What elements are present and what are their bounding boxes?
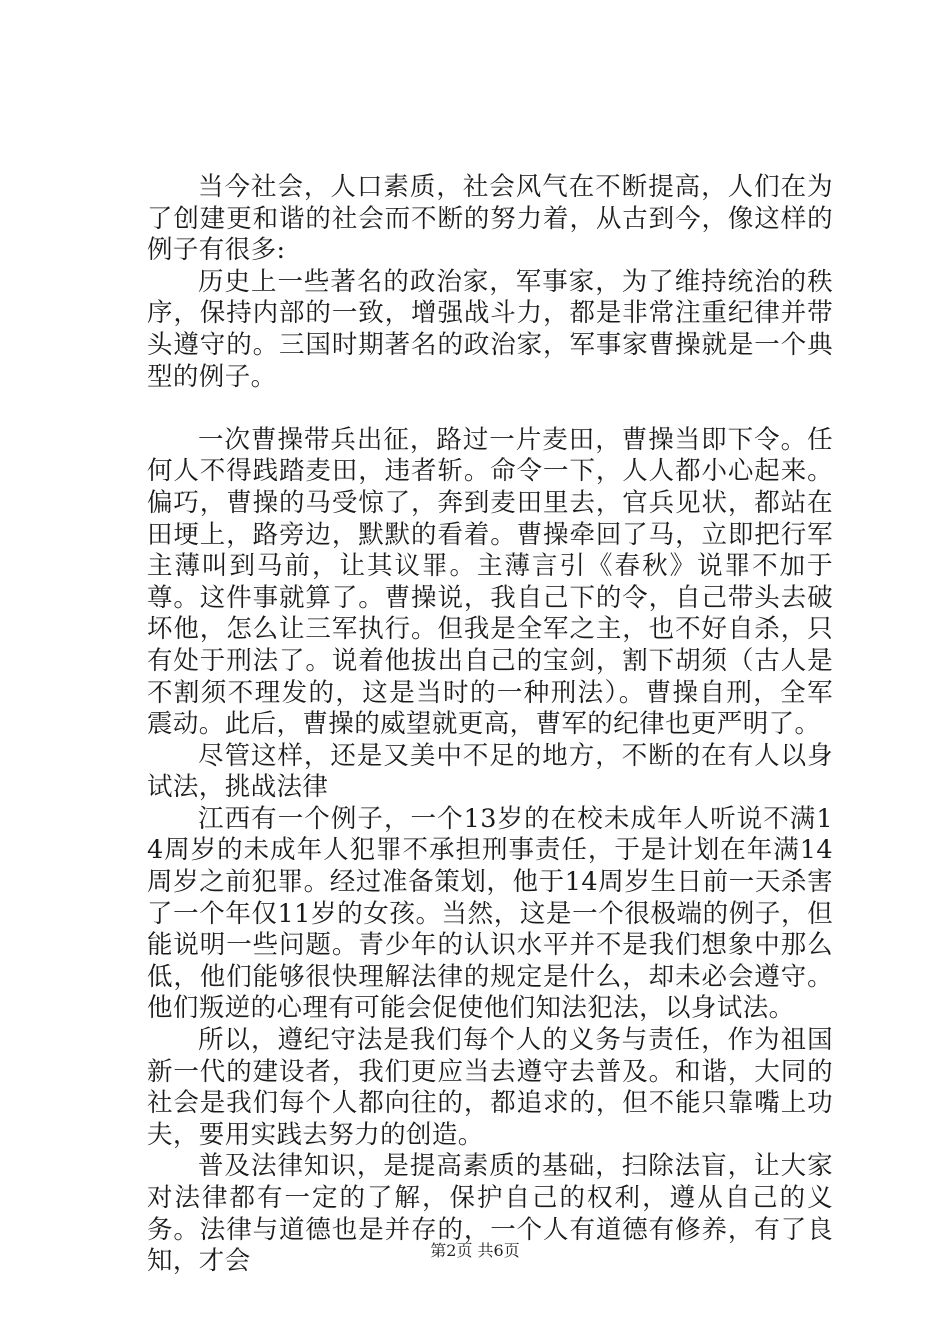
paragraph-conclusion: 所以，遵纪守法是我们每个人的义务与责任，作为祖国新一代的建设者，我们更应当去遵守去普及。和谐，大同的社会是我们每个人都向往的，都追求的，但不能只靠嘴上功夫，要用实践去努力的创造。: [147, 1025, 833, 1150]
paragraph-jiangxi-example: 江西有一个例子，一个13岁的在校未成年人听说不满14周岁的未成年人犯罪不承担刑事责任，于是计划在年满14周岁之前犯罪。经过准备策划，他于14周岁生日前一天杀害了一个年仅11岁的女孩。当然，这是一个很极端的例子，但能说明一些问题。青少年的认识水平并不是我们想象中那么低，他们能够很快理解法律的规定是什么，却未必会遵守。他们叛逆的心理有可能会促使他们知法犯法，以身试法。: [147, 803, 833, 1024]
paragraph-transition: 尽管这样，还是又美中不足的地方，不断的在有人以身试法，挑战法律: [147, 740, 833, 803]
paragraph-intro: 当今社会，人口素质，社会风气在不断提高，人们在为了创建更和谐的社会而不断的努力着，从古到今，像这样的例子有很多:: [147, 172, 833, 266]
paragraph-cao-cao-story: 一次曹操带兵出征，路过一片麦田，曹操当即下令。任何人不得践踏麦田，违者斩。命令一下，人人都小心起来。偏巧，曹操的马受惊了，奔到麦田里去，官兵见状，都站在田埂上，路旁边，默默的看着。曹操牵回了马，立即把行军主薄叫到马前，让其议罪。主薄言引《春秋》说罪不加于尊。这件事就算了。曹操说，我自己下的令，自己带头去破坏他，怎么让三军执行。但我是全军之主，也不好自杀，只有处于刑法了。说着他拔出自己的宝剑，割下胡须（古人是不割须不理发的，这是当时的一种刑法）。曹操自刑，全军震动。此后，曹操的威望就更高，曹军的纪律也更严明了。: [147, 424, 833, 740]
document-body: [147, 172, 833, 1278]
paragraph-gap: [147, 393, 833, 425]
paragraph-history: 历史上一些著名的政治家，军事家，为了维持统治的秩序，保持内部的一致，增强战斗力，都是非常注重纪律并带头遵守的。三国时期著名的政治家，军事家曹操就是一个典型的例子。: [147, 266, 833, 392]
paragraph-legal-knowledge: 普及法律知识，是提高素质的基础，扫除法盲，让大家对法律都有一定的了解，保护自己的权利，遵从自己的义务。法律与道德也是并存的，一个人有道德有修养，有了良知，才会: [147, 1151, 833, 1277]
page-footer: 第2页 共6页: [430, 1241, 520, 1260]
